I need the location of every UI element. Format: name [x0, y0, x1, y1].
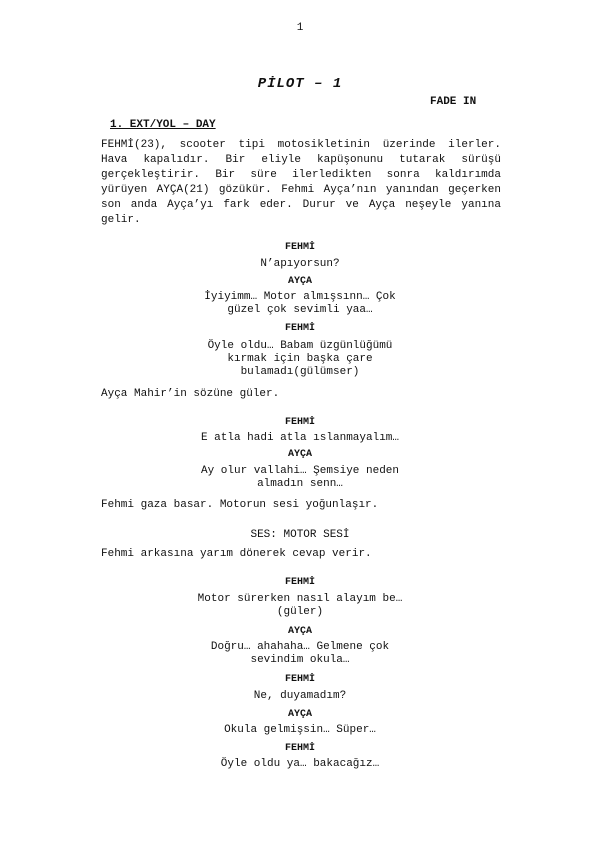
script-title: PİLOT – 1 — [257, 76, 343, 92]
character-name: FEHMİ — [284, 242, 315, 253]
character-name: AYÇA — [287, 276, 312, 287]
character-name: AYÇA — [287, 709, 312, 720]
character-name: FEHMİ — [284, 743, 315, 754]
character-name: FEHMİ — [284, 417, 315, 428]
character-name: FEHMİ — [284, 674, 315, 685]
action-paragraph — [101, 547, 501, 562]
dialogue: Okula gelmişsin… Süper… — [224, 724, 376, 736]
dialogue: E atla hadi atla ıslanmayalım… — [200, 432, 400, 444]
dialogue: Ay olur vallahi… Şemsiye neden almadın senn… — [200, 465, 400, 490]
dialogue: N’apıyorsun? — [260, 258, 340, 270]
character-name: AYÇA — [287, 449, 312, 460]
sound-cue: SES: MOTOR SESİ — [250, 529, 350, 541]
action-text: Fehmi arkasına yarım dönerek cevap verir. — [101, 548, 372, 560]
action-paragraph — [101, 387, 501, 402]
action-text: Fehmi gaza basar. Motorun sesi yoğunlaşır. — [101, 499, 379, 511]
dialogue: Doğru… ahahaha… Gelmene çok sevindim okula… — [210, 641, 390, 666]
dialogue: Motor sürerken nasıl alayım be…(güler) — [197, 593, 403, 618]
character-name: FEHMİ — [284, 323, 315, 334]
scene-heading: 1. EXT/YOL – DAY — [110, 119, 216, 131]
dialogue: Öyle oldu… Babam üzgünlüğümü kırmak için başka çare bulamadı(gülümser) — [207, 340, 393, 378]
dialogue: Öyle oldu ya… bakacağız… — [220, 758, 380, 770]
dialogue: Ne, duyamadım? — [253, 690, 347, 702]
dialogue: İyiyimm… Motor almışsınn… Çok güzel çok sevimli yaa… — [204, 291, 396, 316]
character-name: FEHMİ — [284, 577, 315, 588]
page-number: 1 — [296, 22, 304, 34]
action-text: Ayça Mahir’in sözüne güler. — [101, 388, 280, 400]
action-paragraph — [101, 138, 501, 228]
action-paragraph — [101, 498, 501, 513]
transition-fade-in: FADE IN — [430, 96, 477, 108]
character-name: AYÇA — [287, 626, 312, 637]
action-text: FEHMİ(23), scooter tipi motosikletinin üzerinde ilerler. Hava kapalıdır. Bir eliyle kapüşonunu tutarak sürüşü gerçekleştirir. Bir süre ilerledikten sonra kaldırımda yürüyen AYÇA(21) gözükür. Fehmi Ayça’nın yanından geçerken son anda Ayça’yı fark eder. Durur ve Ayça neşeyle yanına gelir. — [101, 139, 501, 226]
